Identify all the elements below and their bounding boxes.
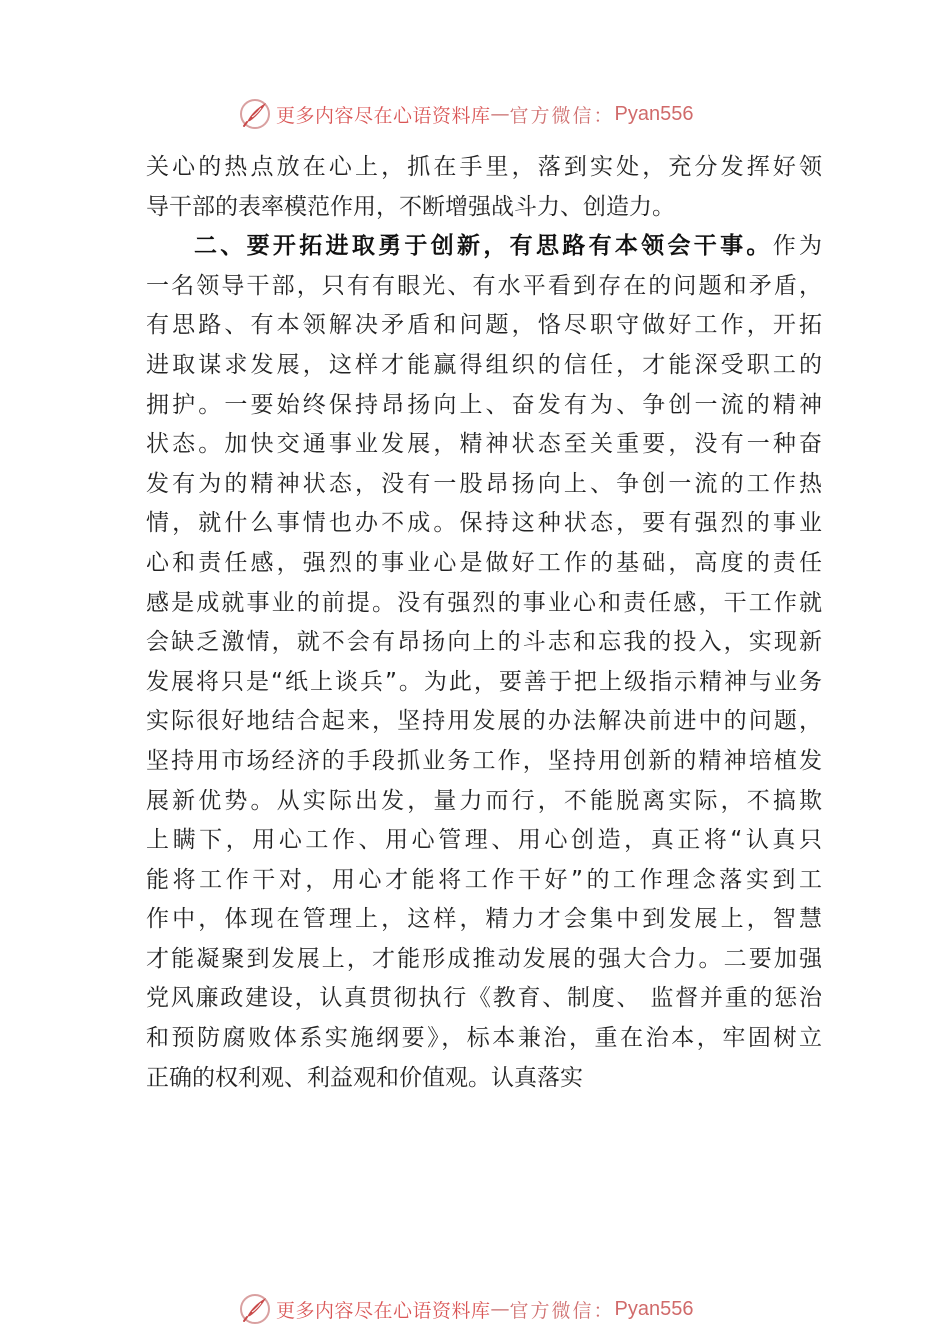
text-line-tail: 作为 — [772, 233, 822, 260]
text-line: 和预防腐败体系实施纲要》，标本兼治，重在治本，牢固树立 — [146, 1025, 822, 1052]
banner-official-label: 官方微信： — [509, 1299, 615, 1322]
banner-dash: — — [490, 103, 510, 125]
banner-site-text: 更多内容尽在心语资料库 — [276, 1299, 491, 1322]
text-line: 实际很好地结合起来，坚持用发展的办法解决前进中的问题， — [146, 708, 822, 735]
text-line: 状态。加快交通事业发展，精神状态至关重要，没有一种奋 — [146, 431, 822, 458]
text-line: 心和责任感，强烈的事业心是做好工作的基础，高度的责任 — [146, 549, 822, 576]
text-line: 上瞒下，用心工作、用心管理、用心创造，真正将“认真只 — [146, 827, 822, 854]
section-heading: 二、要开拓进取勇于创新，有思路有本领会干事。 — [194, 233, 773, 260]
text-line: 党风廉政建设，认真贯彻执行《教育、制度、 监督并重的惩治 — [146, 985, 822, 1012]
body-text — [146, 148, 822, 1098]
text-line: 能将工作干对，用心才能将工作干好”的工作理念落实到工 — [146, 866, 822, 893]
banner-wechat-id: Pyan556 — [614, 102, 694, 125]
text-line: 发展将只是“纸上谈兵”。为此，要善于把上级指示精神与业务 — [146, 668, 822, 695]
text-line: 作中，体现在管理上，这样，精力才会集中到发展上，智慧 — [146, 906, 822, 933]
banner-site-text: 更多内容尽在心语资料库 — [276, 104, 491, 127]
footer-banner — [238, 1289, 694, 1329]
text-line: 进取谋求发展，这样才能赢得组织的信任，才能深受职工的 — [146, 351, 822, 378]
text-line: 发有为的精神状态，没有一股昂扬向上、争创一流的工作热 — [146, 470, 822, 497]
paragraph-heading-line — [146, 227, 822, 267]
header-banner — [238, 94, 694, 134]
text-line: 导干部的表率模范作用，不断增强战斗力、创造力。 — [146, 193, 675, 220]
banner-official-label: 官方微信： — [509, 104, 615, 127]
text-line: 会缺乏激情，就不会有昂扬向上的斗志和忘我的投入，实现新 — [146, 629, 822, 656]
text-line: 感是成就事业的前提。没有强烈的事业心和责任感，干工作就 — [146, 589, 822, 616]
text-line: 坚持用市场经济的手段抓业务工作，坚持用创新的精神培植发 — [146, 747, 822, 774]
text-line: 才能凝聚到发展上，才能形成推动发展的强大合力。二要加强 — [146, 945, 822, 972]
text-line: 有思路、有本领解决矛盾和问题，恪尽职守做好工作，开拓 — [146, 312, 822, 339]
banner-wechat-id: Pyan556 — [614, 1297, 694, 1320]
text-line: 情，就什么事情也办不成。保持这种状态，要有强烈的事业 — [146, 510, 822, 537]
text-line: 展新优势。从实际出发，量力而行，不能脱离实际，不搞欺 — [146, 787, 822, 814]
text-line: 拥护。一要始终保持昂扬向上、奋发有为、争创一流的精神 — [146, 391, 822, 418]
quill-pen-logo-icon — [238, 97, 272, 131]
banner-dash: — — [490, 1298, 510, 1320]
text-line: 一名领导干部，只有有眼光、有水平看到存在的问题和矛盾， — [146, 272, 822, 299]
quill-pen-logo-icon — [238, 1292, 272, 1326]
text-line: 关心的热点放在心上，抓在手里，落到实处，充分发挥好领 — [146, 154, 822, 180]
text-line: 正确的权利观、利益观和价值观。认真落实 — [146, 1064, 583, 1091]
